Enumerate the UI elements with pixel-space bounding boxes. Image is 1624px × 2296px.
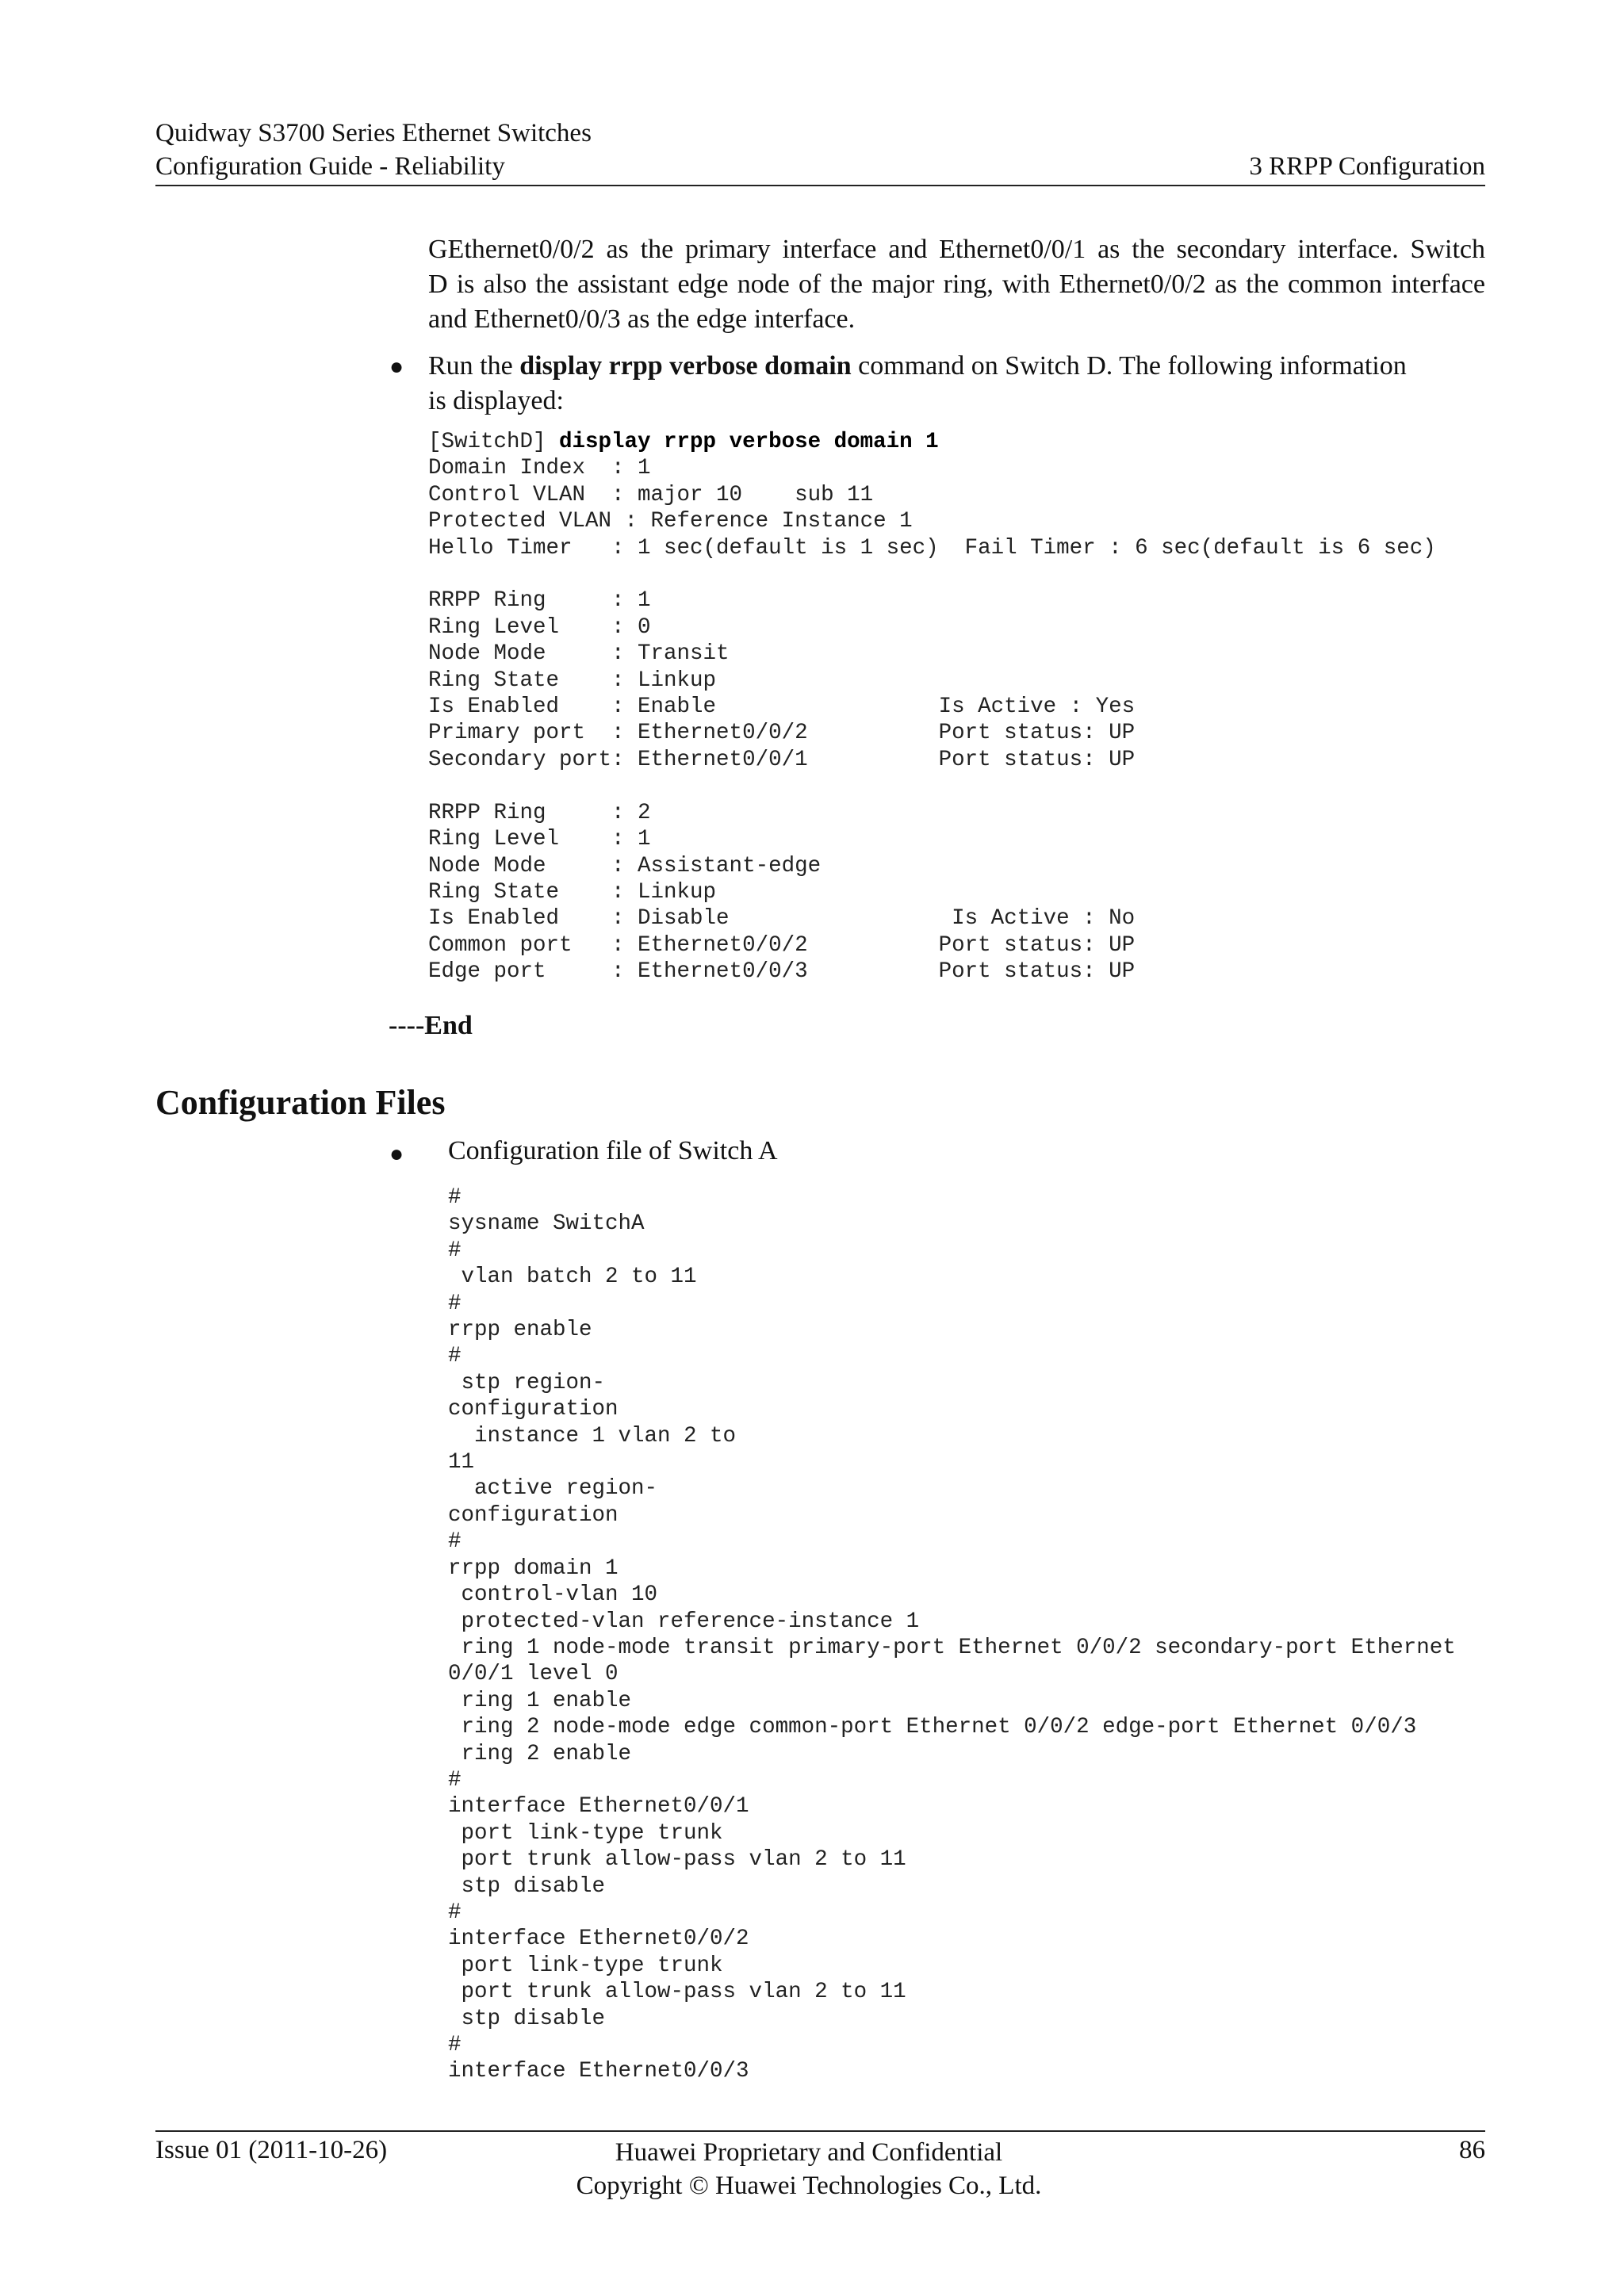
cli-prompt: [SwitchD] — [428, 430, 560, 454]
output-line: Is Enabled : Disable Is Active : No — [428, 906, 1136, 932]
config-line: # — [448, 1185, 462, 1210]
section-title: Configuration Files — [155, 1083, 446, 1122]
config-line: configuration — [448, 1502, 619, 1528]
config-line: # — [448, 1767, 462, 1793]
config-line: protected-vlan reference-instance 1 — [448, 1609, 920, 1634]
output-line: Ring Level : 0 — [428, 614, 651, 640]
config-line: # — [448, 1344, 462, 1369]
config-line: port trunk allow-pass vlan 2 to 11 — [448, 1980, 906, 2005]
footer-copyright: Copyright © Huawei Technologies Co., Ltd. — [576, 2172, 1042, 2200]
config-line: sysname SwitchA — [448, 1211, 645, 1237]
output-line: RRPP Ring : 1 — [428, 588, 651, 614]
config-line: port link-type trunk — [448, 1820, 723, 1846]
step-run-line2: is displayed: — [428, 386, 564, 415]
footer-center — [492, 2136, 1126, 2202]
config-line: ring 1 enable — [448, 1688, 632, 1713]
config-line: instance 1 vlan 2 to — [448, 1423, 737, 1448]
config-file-label: Configuration file of Switch A — [448, 1136, 778, 1165]
output-line: Domain Index : 1 — [428, 456, 651, 481]
header-product: Quidway S3700 Series Ethernet Switches — [155, 119, 592, 147]
step-instruction — [428, 349, 1485, 419]
footer-rule — [155, 2130, 1485, 2132]
config-line: ring 1 node-mode transit primary-port Ethernet 0/0/2 secondary-port Ethernet — [448, 1635, 1456, 1660]
config-line: interface Ethernet0/0/2 — [448, 1927, 749, 1952]
footer-issue: Issue 01 (2011-10-26) — [155, 2136, 388, 2164]
config-line: 0/0/1 level 0 — [448, 1662, 619, 1687]
end-marker: ----End — [389, 1011, 473, 1040]
config-line: port trunk allow-pass vlan 2 to 11 — [448, 1847, 906, 1873]
config-line: # — [448, 1900, 462, 1925]
config-line: rrpp domain 1 — [448, 1556, 619, 1581]
page-number: 86 — [1459, 2136, 1485, 2164]
config-line: ring 2 enable — [448, 1741, 632, 1766]
bullet-icon: ● — [389, 1141, 404, 1167]
output-line: Primary port : Ethernet0/0/2 Port status: UP — [428, 721, 1136, 746]
output-line: Control VLAN : major 10 sub 11 — [428, 482, 874, 507]
config-line: ring 2 node-mode edge common-port Ethernet 0/0/2 edge-port Ethernet 0/0/3 — [448, 1715, 1417, 1740]
config-line: active region- — [448, 1476, 658, 1502]
config-line: stp disable — [448, 2006, 606, 2031]
step-run-prefix: Run the — [428, 351, 520, 381]
config-line: 11 — [448, 1450, 475, 1475]
config-line: interface Ethernet0/0/1 — [448, 1794, 749, 1820]
output-line: Common port : Ethernet0/0/2 Port status: UP — [428, 932, 1136, 958]
header-rule — [155, 185, 1485, 186]
header-chapter: 3 RRPP Configuration — [1249, 152, 1485, 181]
config-line: # — [448, 1238, 462, 1263]
display-output-lines — [428, 456, 1436, 984]
step-command: display rrpp verbose domain — [519, 351, 852, 381]
header-guide: Configuration Guide - Reliability — [155, 152, 505, 181]
config-line: # — [448, 2033, 462, 2057]
config-line: stp disable — [448, 1873, 606, 1899]
config-line: interface Ethernet0/0/3 — [448, 2059, 749, 2084]
config-line: port link-type trunk — [448, 1953, 723, 1978]
intro-line: and Ethernet0/0/3 as the edge interface. — [428, 304, 856, 334]
config-line: configuration — [448, 1397, 619, 1422]
intro-line: D is also the assistant edge node of the major ring, with Ethernet0/0/2 as the common interface — [428, 270, 1485, 299]
output-line: Node Mode : Transit — [428, 641, 730, 667]
config-line: stp region- — [448, 1370, 606, 1395]
bullet-icon: ● — [389, 354, 404, 380]
output-line: Protected VLAN : Reference Instance 1 — [428, 509, 913, 534]
output-line: RRPP Ring : 2 — [428, 800, 651, 825]
footer-confidential: Huawei Proprietary and Confidential — [615, 2138, 1003, 2167]
step-run-suffix: command on Switch D. The following information — [851, 351, 1407, 381]
output-line: Node Mode : Assistant-edge — [428, 853, 822, 878]
output-line: Ring State : Linkup — [428, 879, 717, 905]
output-line: Secondary port: Ethernet0/0/1 Port status: UP — [428, 747, 1136, 772]
output-line: Ring State : Linkup — [428, 668, 717, 693]
config-line: rrpp enable — [448, 1318, 592, 1343]
output-line: Is Enabled : Enable Is Active : Yes — [428, 695, 1136, 720]
intro-paragraph — [428, 232, 1485, 337]
config-line: # — [448, 1291, 462, 1316]
config-line: control-vlan 10 — [448, 1582, 658, 1608]
output-line: Ring Level : 1 — [428, 827, 651, 852]
config-file-content — [448, 1184, 1456, 2085]
output-line: Hello Timer : 1 sec(default is 1 sec) Fail Timer : 6 sec(default is 6 sec) — [428, 535, 1436, 561]
cli-command: display rrpp verbose domain 1 — [559, 430, 939, 454]
intro-line: GEthernet0/0/2 as the primary interface and Ethernet0/0/1 as the secondary interface. Switch — [428, 235, 1485, 264]
config-line: vlan batch 2 to 11 — [448, 1265, 697, 1290]
output-line: Edge port : Ethernet0/0/3 Port status: UP — [428, 959, 1136, 985]
config-line: # — [448, 1529, 462, 1555]
display-output — [428, 429, 1436, 985]
